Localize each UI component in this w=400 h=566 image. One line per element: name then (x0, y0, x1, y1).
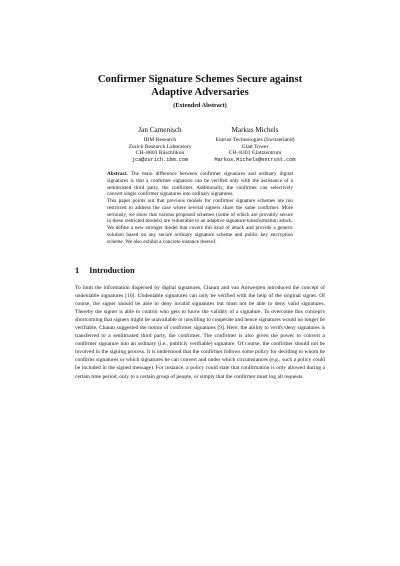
abstract-paragraph-2: This paper points out that previous models for confirmer signature schemes are too restricted to address the case where several signers share the same confirmer. More seriously, we show that various proposed schemes (some of which are provably secure in these restricted models) are vulnerable to an adaptive signature-transformation attack. We define a new stronger model that covers this kind of attack and provide a generic solution based on any secure ordinary signature scheme and public key encryption scheme. We also exhibit a concrete instance thereof. (107, 198, 293, 245)
section-title: Introduction (89, 266, 135, 275)
author-affiliation: CH–8301 Glattzentrum (228, 150, 282, 157)
paper-title-line-2: Adaptive Adversaries (151, 87, 249, 98)
abstract-paragraph-1 (107, 171, 293, 198)
paper-subtitle: (Extended Abstract) (173, 102, 227, 109)
section-number: 1 (75, 266, 80, 275)
author-name: Markus Michels (231, 126, 279, 134)
author-block-2 (180, 126, 330, 163)
author-affiliation: IBM Research (143, 137, 177, 143)
paper-title-line-1: Confirmer Signature Schemes Secure against (97, 74, 303, 85)
abstract-text: The main difference between confirmer signatures and ordinary digital signatures is that a confirmer signature can be verified only with the assistance of a semitrusted third party, the confirmer. Additionally, the confirmer can selectively convert single confirmer signatures into ordinary signatures. (107, 171, 293, 198)
section-heading (75, 266, 135, 275)
author-name: Jan Camenisch (138, 126, 182, 134)
author-affiliation: Glatt Tower (241, 143, 269, 150)
body-paragraph: To limit the information dispersed by digital signatures, Chaum and van Antwerpen introduced the concept of undeniable signatures [10]. Undeniable signatures can only be verified with the help of the original signer. Of course, the signer should be able to deny invalid signatures but must not be able to deny valid signatures. Thereby the signer is able to control who gets to know the validity of a signature. To overcome this concept's shortcoming that signers might be unavailable or unwilling to cooperate and hence signatures would no longer be verifiable, Chaum suggested the notion of confirmer signatures [9]. Here, the ability to verify/deny signatures is transferred to a semitrusted third party, the confirmer. The confirmer is also given the power to convert a confirmer signature into an ordinary (i.e., publicly verifiable) signature. Of course, the confirmer should not be involved in the signing process. It is understood that the confirmer follows some policy for deciding to whom he confirms signatures or which signatures he can convert and under which circumstances (e.g., such a policy could be included in the signed message). For instance, a policy could state that confirmation is only allowed during a certain time period, only to a certain group of people, or simply that the confirmer must log all requests. (75, 285, 325, 380)
author-email: jca@zurich.ibm.com (131, 156, 189, 163)
abstract (107, 171, 293, 245)
author-affiliation: CH–8803 Rüschlikon (135, 150, 185, 157)
author-email: Markus.Michels@entrust.com (214, 156, 296, 163)
introduction-body (75, 284, 325, 381)
abstract-label: Abstract. (107, 171, 128, 177)
author-affiliation: Zurich Research Laboratory (128, 143, 192, 150)
author-affiliation: Entrust Technologies (Switzerland) (215, 137, 295, 143)
